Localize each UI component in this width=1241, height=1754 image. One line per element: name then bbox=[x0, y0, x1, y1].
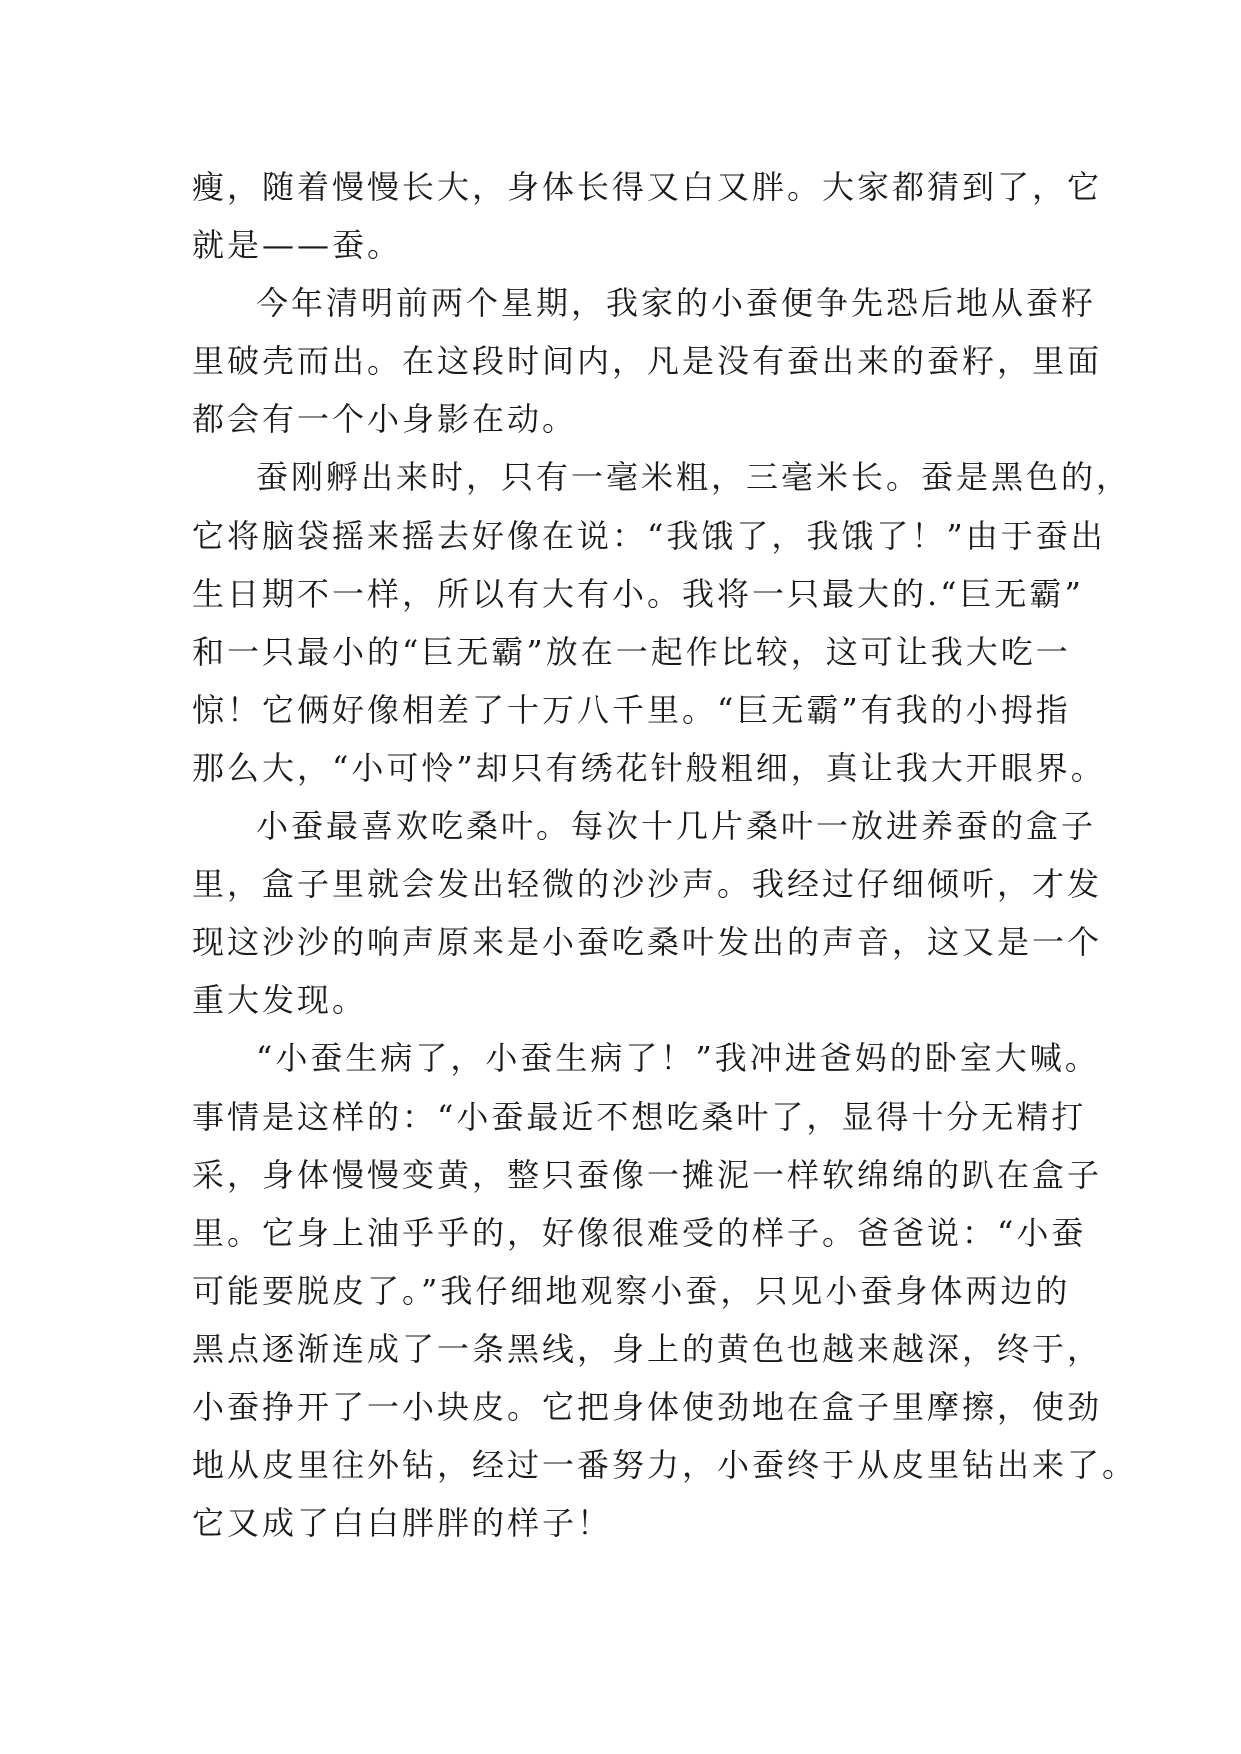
text-line: 里。它身上油乎乎的，好像很难受的样子。爸爸说：“小蚕 bbox=[192, 1213, 1087, 1252]
text-line: 就是——蚕。 bbox=[192, 226, 403, 265]
paragraph-2 bbox=[192, 274, 1103, 448]
text-line: 地从皮里往外钻，经过一番努力，小蚕终于从皮里钻出来了。 bbox=[192, 1446, 1138, 1485]
text-line: 现这沙沙的响声原来是小蚕吃桑叶发出的声音，这又是一个 bbox=[192, 923, 1103, 962]
text-line: 重大发现。 bbox=[192, 981, 368, 1020]
essay-body bbox=[192, 158, 1138, 1552]
text-line: 小蚕挣开了一小块皮。它把身体使劲地在盒子里摩擦，使劲 bbox=[192, 1387, 1103, 1426]
text-line: 它又成了白白胖胖的样子！ bbox=[192, 1504, 613, 1543]
text-line: 里破壳而出。在这段时间内，凡是没有蚕出来的蚕籽，里面 bbox=[192, 342, 1103, 381]
text-line: 小蚕最喜欢吃桑叶。每次十几片桑叶一放进养蚕的盒子 bbox=[256, 807, 1097, 846]
text-line: 蚕刚孵出来时，只有一毫米粗，三毫米长。蚕是黑色的， bbox=[256, 458, 1132, 497]
text-line: 事情是这样的：“小蚕最近不想吃桑叶了，显得十分无精打 bbox=[192, 1097, 1087, 1136]
text-line: 可能要脱皮了。”我仔细地观察小蚕，只见小蚕身体两边的 bbox=[192, 1271, 1071, 1310]
text-line: 那么大，“小可怜”却只有绣花针般粗细，真让我大开眼界。 bbox=[192, 748, 1106, 787]
text-line: 惊！它俩好像相差了十万八千里。“巨无霸”有我的小拇指 bbox=[192, 690, 1071, 729]
text-line: 生日期不一样，所以有大有小。我将一只最大的.“巨无霸” bbox=[192, 574, 1084, 613]
text-line: 今年清明前两个星期，我家的小蚕便争先恐后地从蚕籽 bbox=[256, 284, 1097, 323]
paragraph-1 bbox=[192, 158, 1103, 274]
text-line: 采，身体慢慢变黄，整只蚕像一摊泥一样软绵绵的趴在盒子 bbox=[192, 1155, 1103, 1194]
text-line: 它将脑袋摇来摇去好像在说：“我饿了，我饿了！”由于蚕出 bbox=[192, 516, 1106, 555]
paragraph-4 bbox=[192, 797, 1103, 1029]
text-line: 和一只最小的“巨无霸”放在一起作比较，这可让我大吃一 bbox=[192, 632, 1071, 671]
text-line: 都会有一个小身影在动。 bbox=[192, 400, 578, 439]
paragraph-3 bbox=[192, 448, 1132, 797]
text-line: 瘦，随着慢慢长大，身体长得又白又胖。大家都猜到了，它 bbox=[192, 168, 1103, 206]
text-line: 黑点逐渐连成了一条黑线，身上的黄色也越来越深，终于， bbox=[192, 1329, 1103, 1368]
paragraph-5 bbox=[192, 1029, 1138, 1552]
text-line: “小蚕生病了，小蚕生病了！”我冲进爸妈的卧室大喊。 bbox=[256, 1039, 1100, 1078]
text-line: 里，盒子里就会发出轻微的沙沙声。我经过仔细倾听，才发 bbox=[192, 865, 1103, 904]
